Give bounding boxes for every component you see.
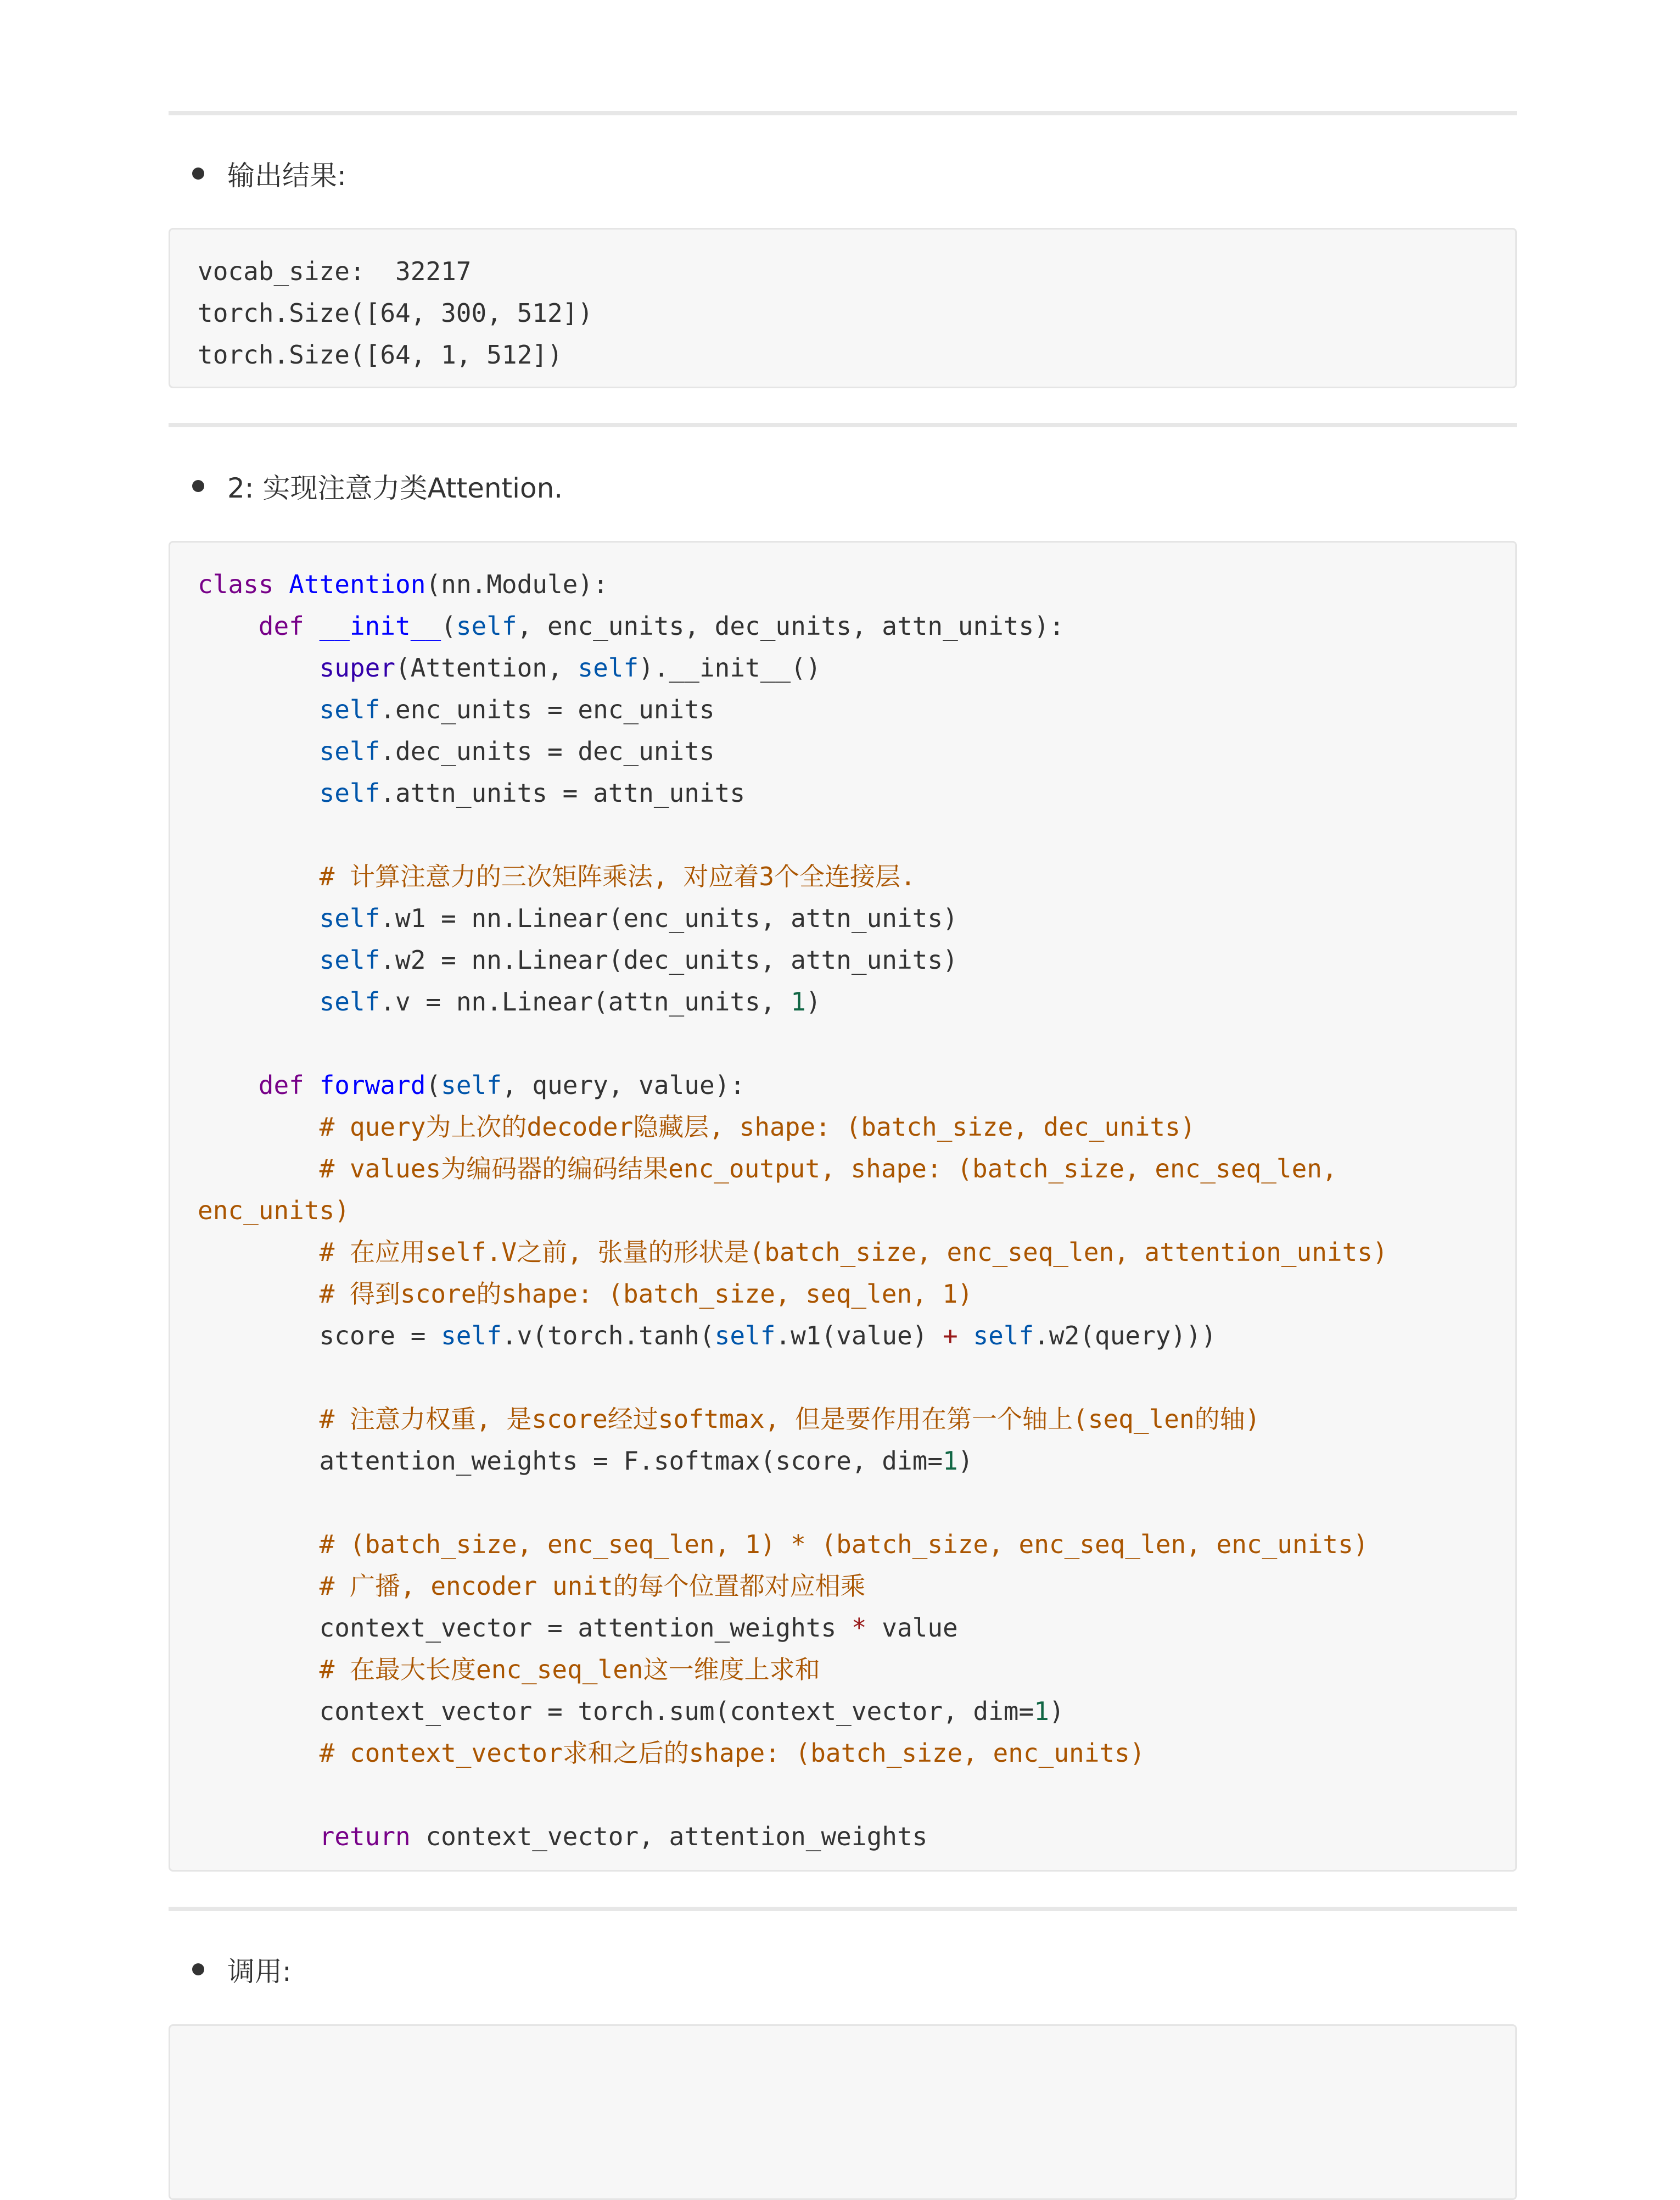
bullet-text: 输出结果: [227,160,346,192]
bullet-dot-icon [192,167,204,180]
code-line [198,814,1388,856]
code-line [198,1482,1388,1523]
code-line: super(Attention, self).__init__() [319,653,821,683]
code-line: class Attention(nn.Module): [198,569,608,599]
code-line [198,1023,1388,1064]
code-line: self.v = nn.Linear(attn_units, 1) [319,987,821,1017]
code-line: enc_units) [198,1196,350,1225]
code-line: torch.Size([64, 1, 512]) [198,340,563,370]
code-line: score = self.v(torch.tanh(self.w1(value) + self.w2(query))) [198,1321,1217,1350]
code-line [198,1356,1388,1398]
horizontal-rule [169,111,1517,115]
code-line: def forward(self, query, value): [258,1070,746,1100]
code-block-output [169,228,1517,388]
code-line: self.enc_units = enc_units [319,695,715,724]
code-line: # query为上次的decoder隐藏层, shape: (batch_size, dec_units) [319,1112,1196,1142]
code-block-call [169,2024,1517,2200]
bullet-dot-icon [192,480,204,492]
code-line: context_vector = attention_weights * value [198,1613,958,1643]
code-line: # 计算注意力的三次矩阵乘法, 对应着3个全连接层. [319,862,916,891]
code-line: def __init__(self, enc_units, dec_units, attn_units): [258,611,1065,641]
horizontal-rule [169,423,1517,427]
code-line: torch.Size([64, 300, 512]) [198,298,593,328]
code-text [198,250,593,376]
code-line: # context_vector求和之后的shape: (batch_size, enc_units) [319,1738,1145,1768]
code-line: self.dec_units = dec_units [319,736,715,766]
code-line: self.w2 = nn.Linear(dec_units, attn_units) [319,945,958,975]
code-line: # 在最大长度enc_seq_len这一维度上求和 [319,1655,820,1684]
code-block-attention [169,541,1517,1872]
code-line: return context_vector, attention_weights [319,1822,928,1851]
code-text [198,563,1388,1857]
code-line [198,1774,1388,1816]
bullet-item-output [192,152,346,196]
code-line: context_vector = torch.sum(context_vector, dim=1) [198,1696,1065,1726]
bullet-text: 调用: [227,1956,292,1987]
code-line: self.w1 = nn.Linear(enc_units, attn_units) [319,903,958,933]
code-line: # values为编码器的编码结果enc_output, shape: (batch_size, enc_seq_len, [319,1154,1337,1183]
horizontal-rule [169,1907,1517,1911]
code-line: attention_weights = F.softmax(score, dim=1) [198,1446,973,1476]
bullet-text: 2: 实现注意力类Attention. [227,472,563,504]
code-line: # 得到score的shape: (batch_size, seq_len, 1) [319,1279,973,1309]
code-line: # 注意力权重, 是score经过softmax, 但是要作用在第一个轴上(seq_len的轴) [319,1404,1261,1434]
code-line: # (batch_size, enc_seq_len, 1) * (batch_size, enc_seq_len, enc_units) [319,1529,1369,1559]
code-line: # 广播, encoder unit的每个位置都对应相乘 [319,1571,866,1601]
bullet-item-call [192,1947,292,1991]
code-line: vocab_size: 32217 [198,256,472,286]
bullet-dot-icon [192,1963,204,1975]
code-line: self.attn_units = attn_units [319,778,746,808]
bullet-item-attention [192,464,563,508]
code-line: # 在应用self.V之前, 张量的形状是(batch_size, enc_seq_len, attention_units) [319,1237,1388,1267]
